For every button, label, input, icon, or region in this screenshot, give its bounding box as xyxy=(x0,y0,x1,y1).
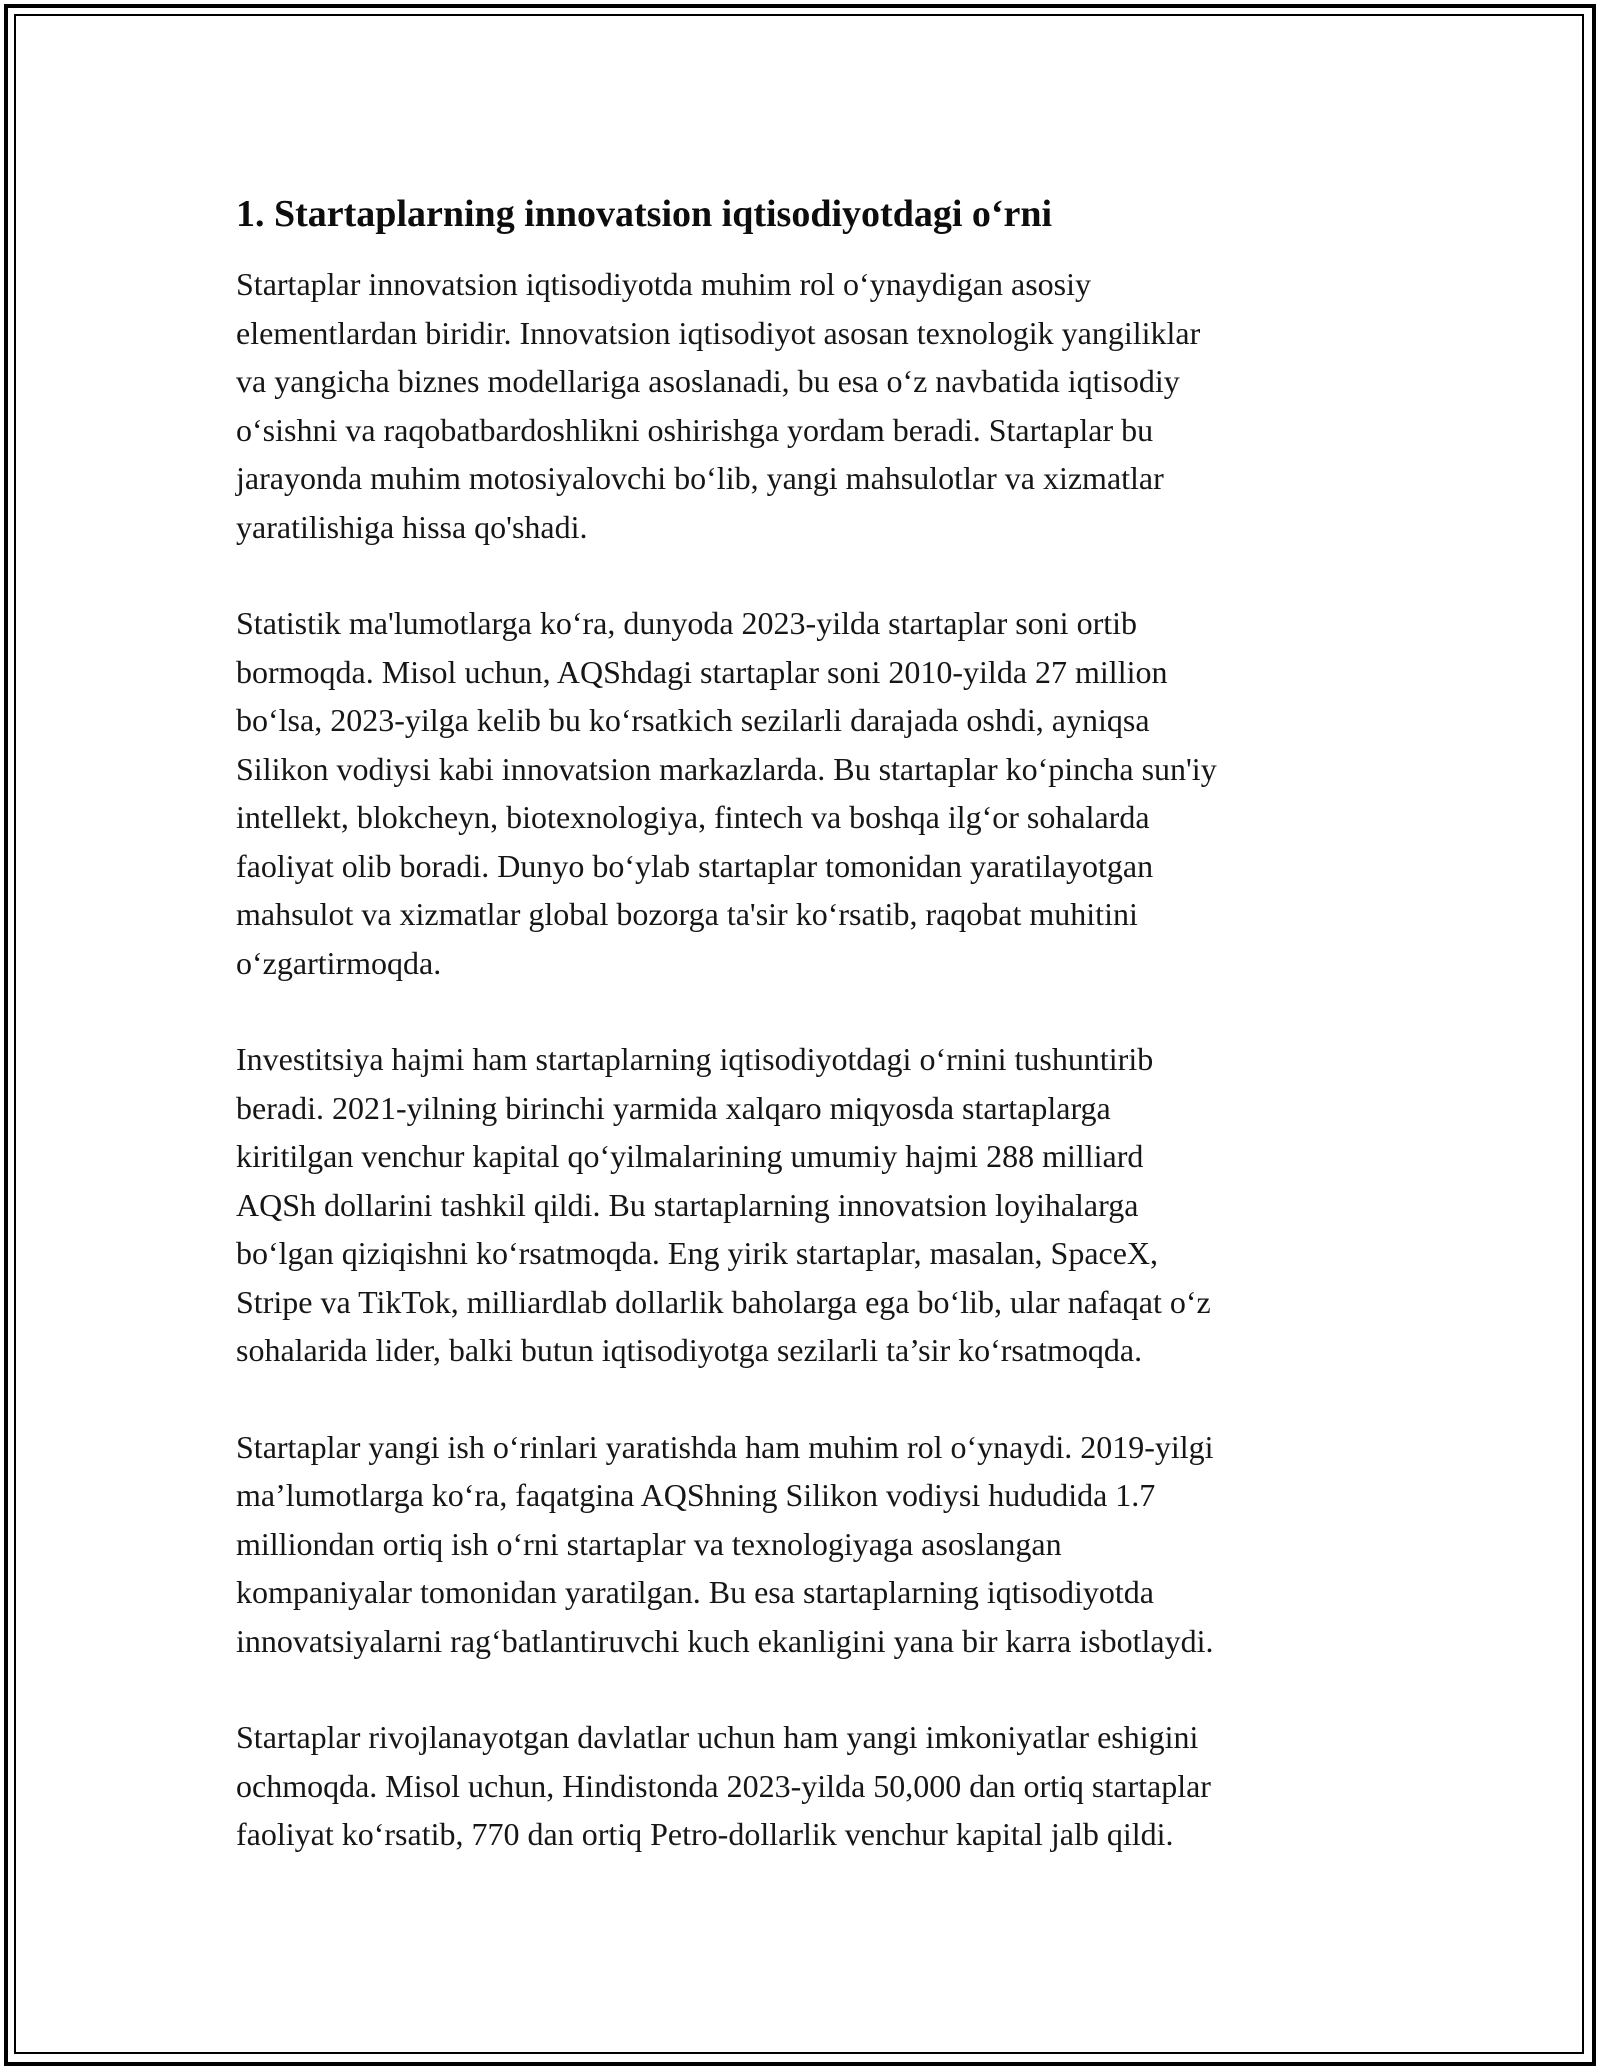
text-line: Startaplar innovatsion iqtisodiyotda muhim rol o‘ynaydigan asosiy xyxy=(236,266,1091,302)
text-line: Statistik ma'lumotlarga ko‘ra, dunyoda 2023-yilda startaplar soni ortib xyxy=(236,605,1137,641)
text-line: beradi. 2021-yilning birinchi yarmida xalqaro miqyosda startaplarga xyxy=(236,1089,1111,1126)
paragraph-2 xyxy=(236,599,1396,987)
paragraph-3 xyxy=(236,1035,1396,1375)
text-line: intellekt, blokcheyn, biotexnologiya, fintech va boshqa ilg‘or sohalarda xyxy=(236,799,1150,835)
text-line: Startaplar yangi ish o‘rinlari yaratishda ham muhim rol o‘ynaydi. 2019-yilgi xyxy=(236,1428,1214,1465)
text-line: kompaniyalar tomonidan yaratilgan. Bu esa startaplarning iqtisodiyotda xyxy=(236,1574,1154,1610)
text-line: elementlardan biridir. Innovatsion iqtisodiyot asosan texnologik yangiliklar xyxy=(236,314,1201,351)
text-line: bo‘lsa, 2023-yilga kelib bu ko‘rsatkich sezilarli darajada oshdi, ayniqsa xyxy=(236,702,1150,738)
text-line: ma’lumotlarga ko‘ra, faqatgina AQShning Silikon vodiysi hududida 1.7 xyxy=(236,1477,1156,1513)
text-line: Silikon vodiysi kabi innovatsion markazlarda. Bu startaplar ko‘pincha sun'iy xyxy=(236,750,1217,787)
text-line: bo‘lgan qiziqishni ko‘rsatmoqda. Eng yirik startaplar, masalan, SpaceX, xyxy=(236,1235,1159,1271)
text-line: sohalarida lider, balki butun iqtisodiyotga sezilarli ta’sir ko‘rsatmoqda. xyxy=(236,1332,1143,1368)
text-line: o‘zgartirmoqda. xyxy=(236,944,442,981)
paragraph-4 xyxy=(236,1423,1396,1666)
text-line: bormoqda. Misol uchun, AQShdagi startaplar soni 2010-yilda 27 million xyxy=(236,653,1168,690)
text-line: milliondan ortiq ish o‘rni startaplar va texnologiyaga asoslangan xyxy=(236,1525,1062,1562)
text-line: faoliyat olib boradi. Dunyo bo‘ylab startaplar tomonidan yaratilayotgan xyxy=(236,847,1154,884)
text-line: Investitsiya hajmi ham startaplarning iqtisodiyotdagi o‘rnini tushuntirib xyxy=(236,1041,1154,1077)
text-line: jarayonda muhim motosiyalovchi bo‘lib, yangi mahsulotlar va xizmatlar xyxy=(236,460,1164,496)
text-line: ochmoqda. Misol uchun, Hindistonda 2023-yilda 50,000 dan ortiq startaplar xyxy=(236,1767,1211,1804)
text-line: Startaplar rivojlanayotgan davlatlar uchun ham yangi imkoniyatlar eshigini xyxy=(236,1719,1199,1755)
text-line: yaratilishiga hissa qo'shadi. xyxy=(236,508,588,545)
paragraph-1 xyxy=(236,260,1396,551)
section-heading: 1. Startaplarning innovatsion iqtisodiyotdagi o‘rni xyxy=(236,193,1053,235)
text-line: faoliyat ko‘rsatib, 770 dan ortiq Petro-dollarlik venchur kapital jalb qildi. xyxy=(236,1816,1174,1852)
text-line: o‘sishni va raqobatbardoshlikni oshirishga yordam beradi. Startaplar bu xyxy=(236,411,1154,448)
text-line: AQSh dollarini tashkil qildi. Bu startaplarning innovatsion loyihalarga xyxy=(236,1186,1139,1223)
text-line: Stripe va TikTok, milliardlab dollarlik baholarga ega bo‘lib, ular nafaqat o‘z xyxy=(236,1283,1211,1320)
paragraph-5 xyxy=(236,1713,1396,1859)
text-line: innovatsiyalarni rag‘batlantiruvchi kuch ekanligini yana bir karra isbotlaydi. xyxy=(236,1622,1214,1659)
document-body xyxy=(236,186,1396,1907)
text-line: kiritilgan venchur kapital qo‘yilmalarining umumiy hajmi 288 milliard xyxy=(236,1138,1144,1174)
text-line: va yangicha biznes modellariga asoslanadi, bu esa o‘z navbatida iqtisodiy xyxy=(236,363,1180,399)
text-line: mahsulot va xizmatlar global bozorga ta'sir ko‘rsatib, raqobat muhitini xyxy=(236,896,1138,932)
